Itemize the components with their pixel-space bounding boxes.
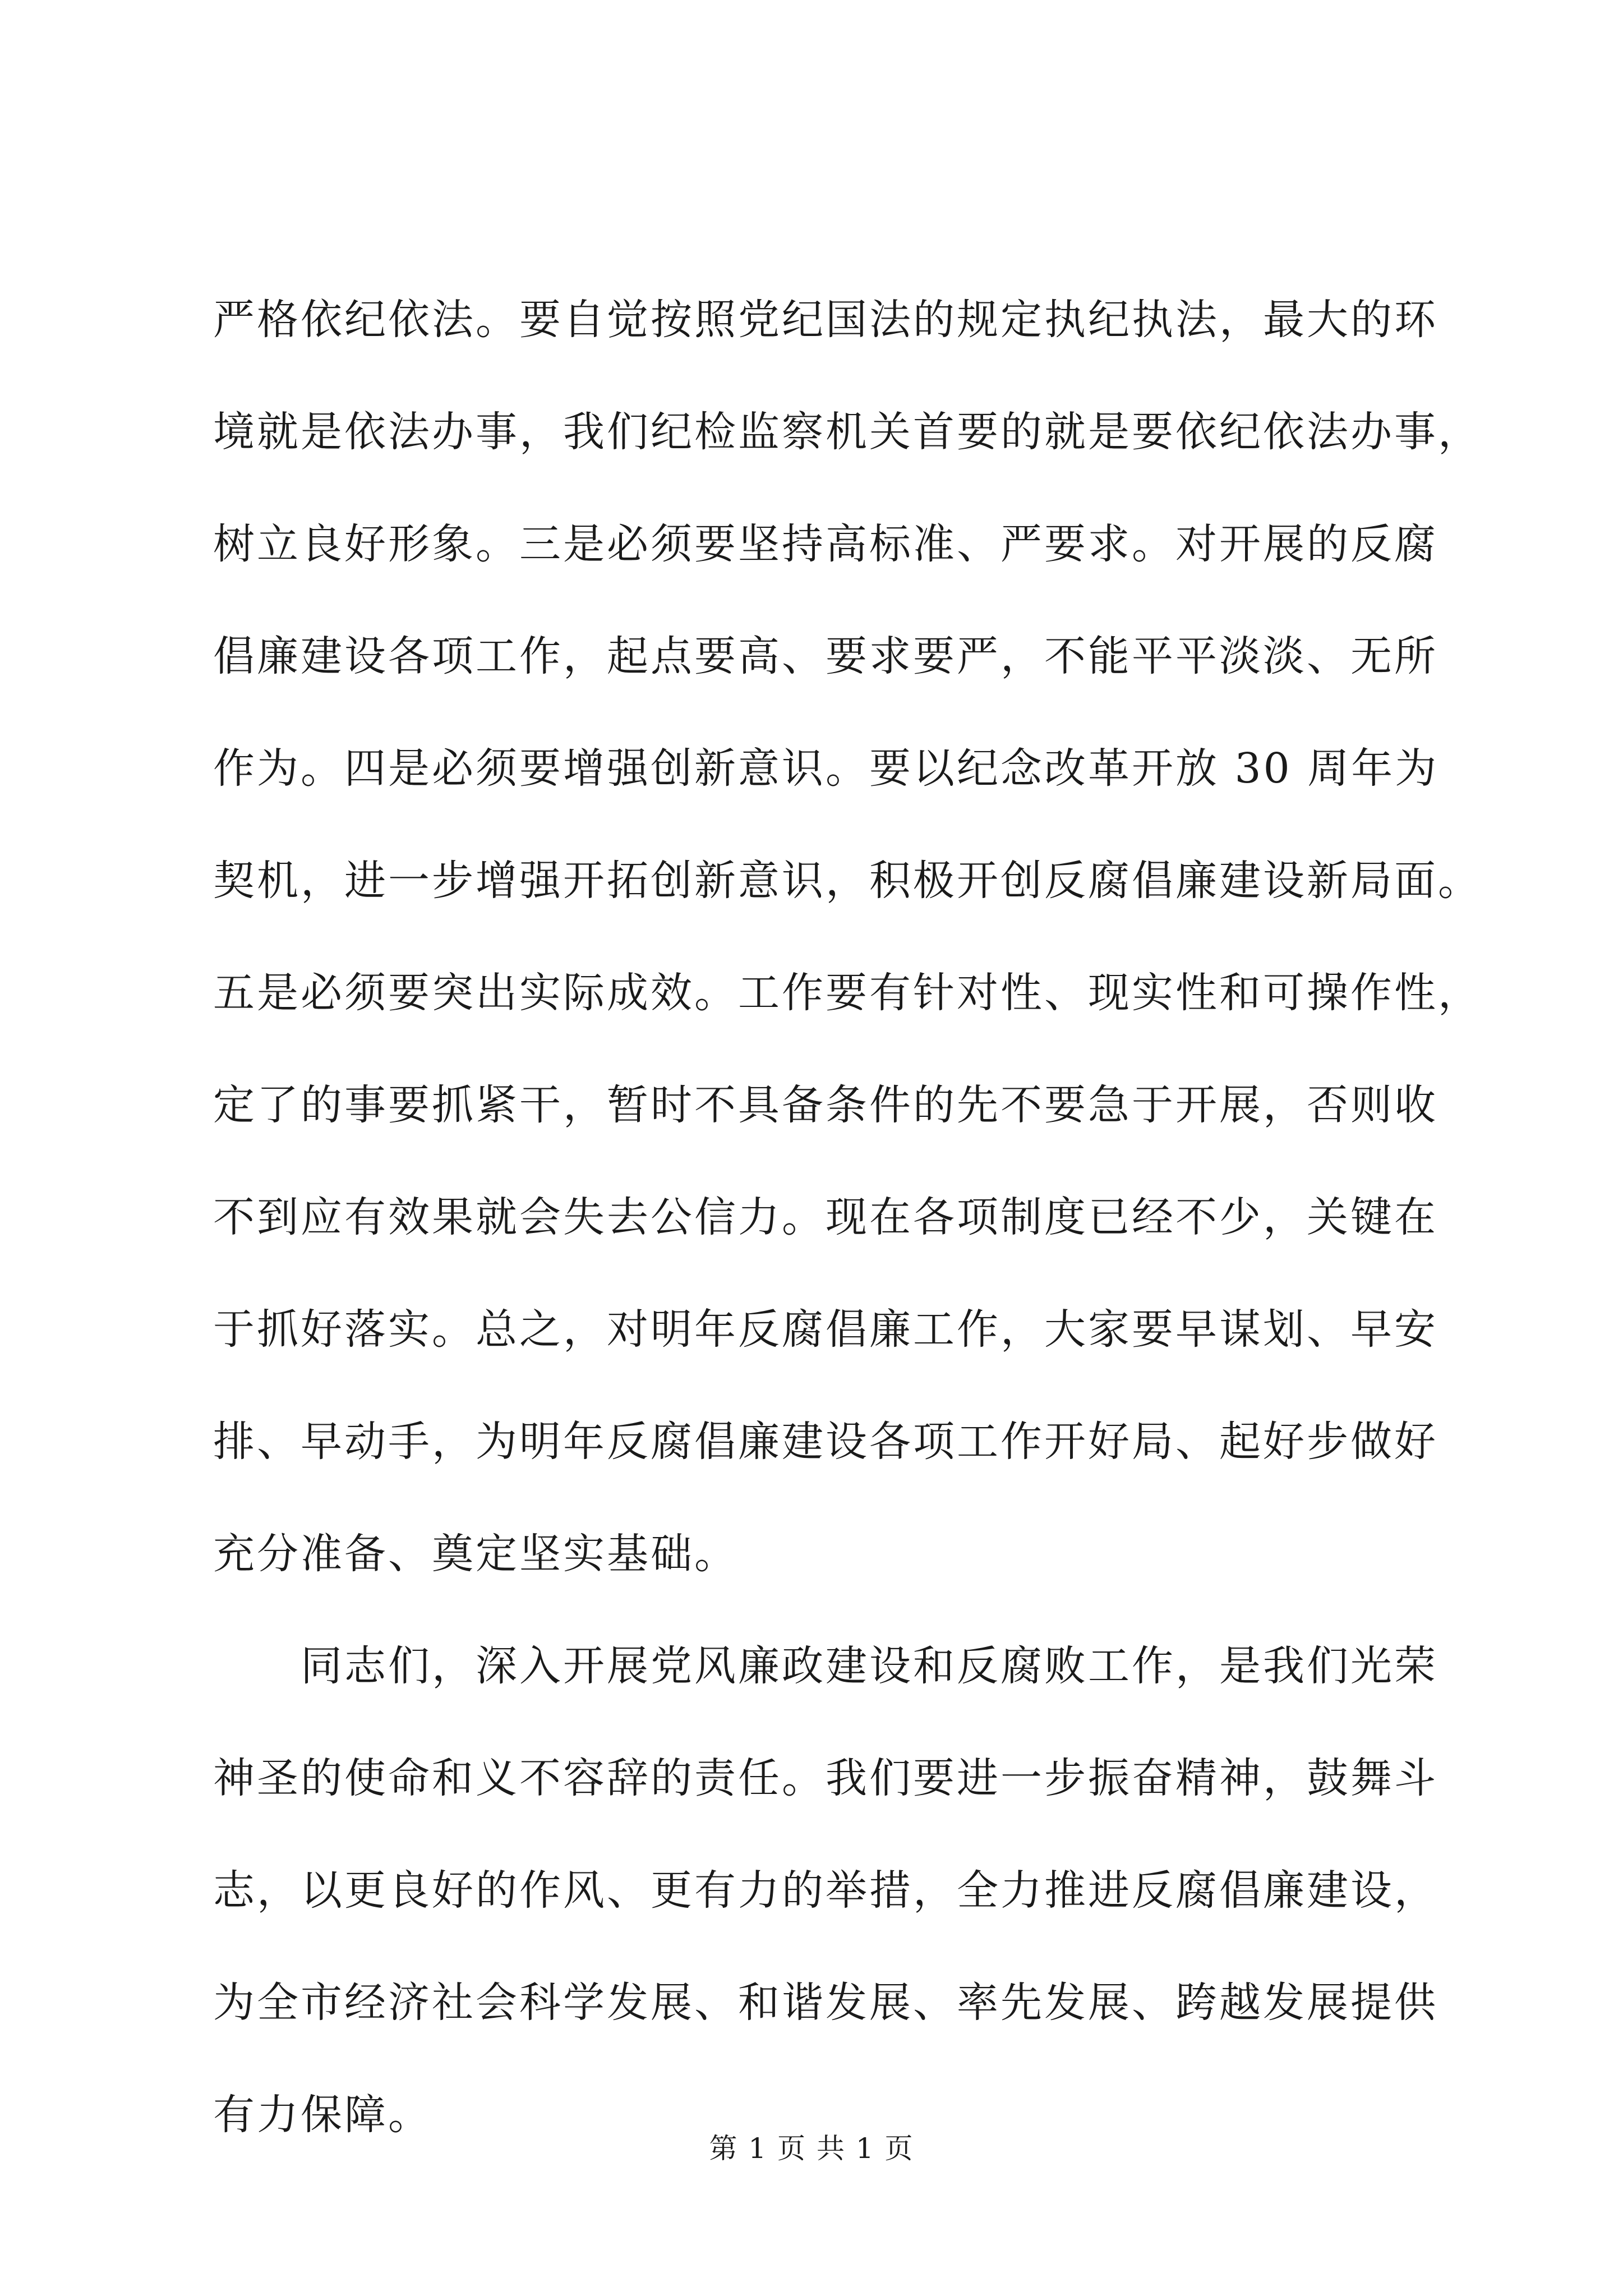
text-line: 契机，进一步增强开拓创新意识，积极开创反腐倡廉建设新局面。 [213,857,1482,905]
text-line: 为全市经济社会科学发展、和谐发展、率先发展、跨越发展提供 [213,1978,1438,2027]
text-line: 树立良好形象。三是必须要坚持高标准、严要求。对开展的反腐 [213,520,1438,568]
text-line: 神圣的使命和义不容辞的责任。我们要进一步振奋精神，鼓舞斗 [213,1754,1438,1802]
text-line: 志，以更良好的作风、更有力的举措，全力推进反腐倡廉建设， [213,1866,1438,1915]
text-line: 排、早动手，为明年反腐倡廉建设各项工作开好局、起好步做好 [213,1418,1438,1466]
text-line: 同志们，深入开展党风廉政建设和反腐败工作，是我们光荣 [213,1642,1438,1690]
text-line: 有力保障。 [213,2091,432,2139]
text-line: 充分准备、奠定坚实基础。 [213,1530,738,1578]
text-line: 五是必须要突出实际成效。工作要有针对性、现实性和可操作性， [213,969,1482,1017]
page-footer [0,2126,1623,2171]
text-line: 境就是依法办事，我们纪检监察机关首要的就是要依纪依法办事， [213,408,1482,456]
text-line: 不到应有效果就会失去公信力。现在各项制度已经不少，关键在 [213,1193,1438,1241]
text-line: 于抓好落实。总之，对明年反腐倡廉工作，大家要早谋划、早安 [213,1305,1438,1354]
page-number: 第 1 页 共 1 页 [709,2132,914,2165]
body-text [213,264,1482,2171]
text-line: 定了的事要抓紧干，暂时不具备条件的先不要急于开展，否则收 [213,1081,1438,1129]
text-line: 倡廉建设各项工作，起点要高、要求要严，不能平平淡淡、无所 [213,632,1438,680]
text-line: 严格依纪依法。要自觉按照党纪国法的规定执纪执法，最大的环 [213,296,1438,344]
text-line: 作为。四是必须要增强创新意识。要以纪念改革开放 30 周年为 [213,744,1439,793]
